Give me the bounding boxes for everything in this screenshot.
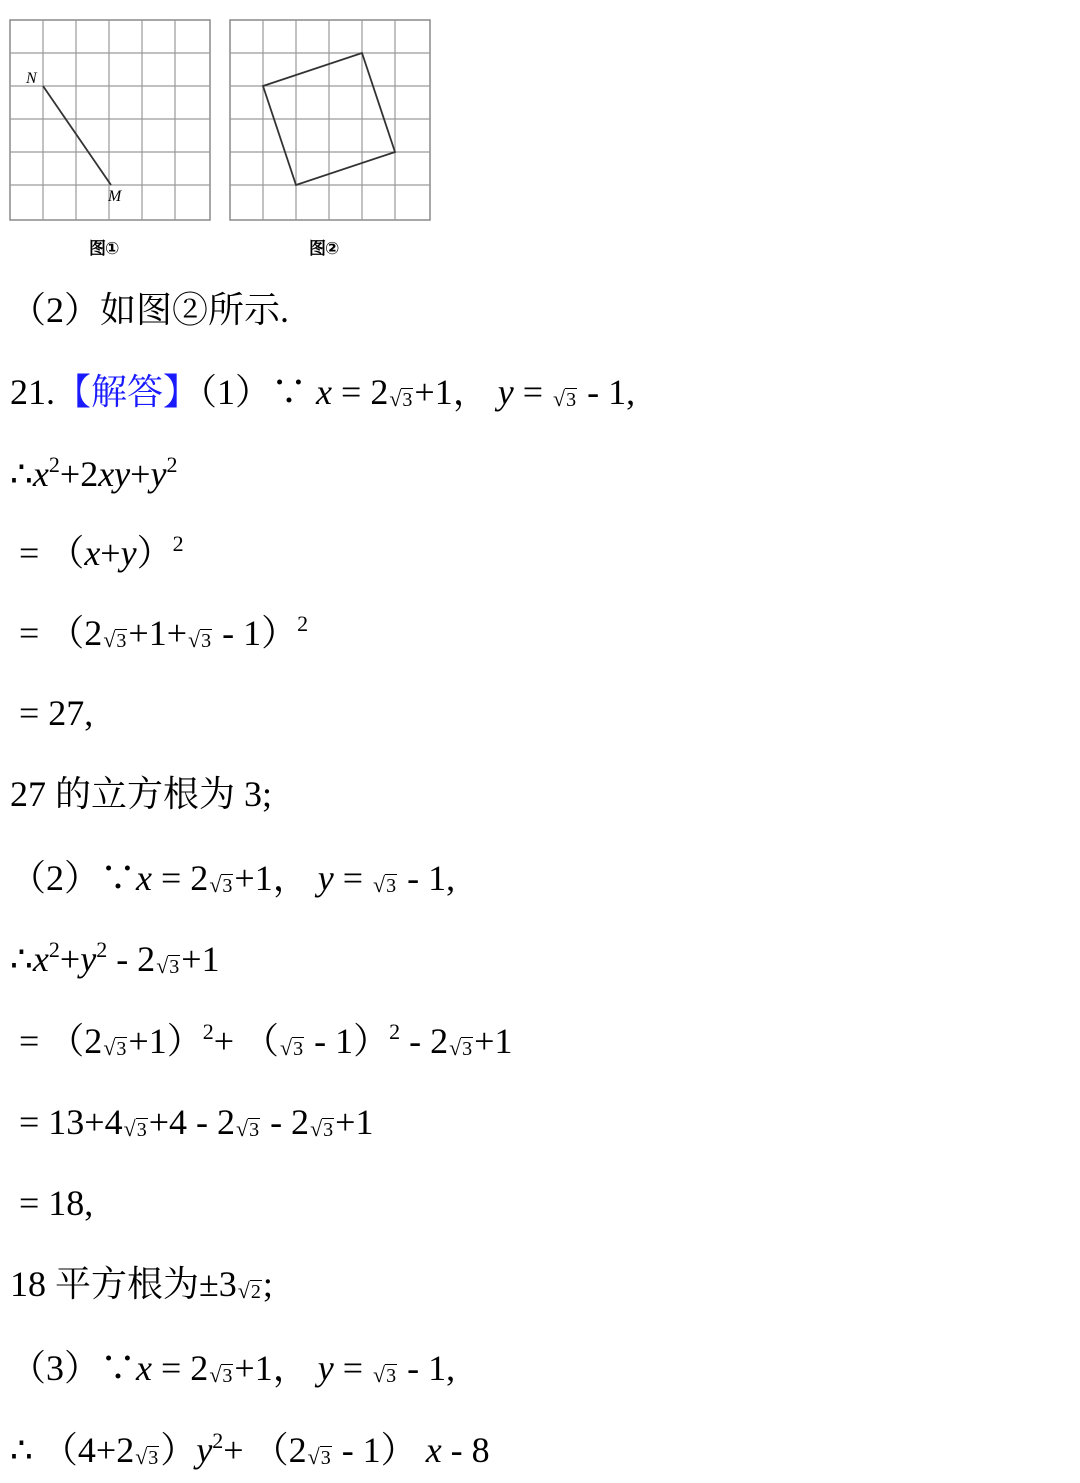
- line-expr-6: = $(2√3+1)^2+ (√3 - 1)^2 - 2√3+1$: [10, 1019, 513, 1061]
- grid-figure-1: [8, 18, 212, 222]
- line-part2-answer: （2）如图②所示.: [10, 290, 290, 330]
- label-m: M: [108, 188, 122, 205]
- line-expr-4: = 27,: [19, 693, 94, 733]
- line-expr-7: = 13+4√3+4 - 2√3 - 2√3+1: [10, 1102, 374, 1142]
- label-n: N: [26, 70, 37, 87]
- line-expr-1: $\therefore x^2+2xy+y^2$: [10, 452, 178, 494]
- line-expr-8: = 18,: [19, 1183, 94, 1223]
- answer-tag: 【解答】: [55, 372, 200, 412]
- line-expr-9: ∴ $(4+2√3)y^2+ (2√3 - 1)$ x - 8: [10, 1428, 490, 1470]
- line-cube-root: 27 的立方根为 3;: [10, 774, 273, 814]
- figure-2-caption: 图②: [309, 239, 339, 259]
- line-expr-5: $\therefore x^2+y^2 - 2√3+1$: [10, 937, 220, 979]
- line-part3-given: （3）∵x = 2√3+1， y = √3 - 1,: [10, 1348, 456, 1388]
- line-part2-given: （2）∵x = 2√3+1， y = √3 - 1,: [10, 858, 456, 898]
- line-q21-header: 21.【解答】（1）∵ x = 2√3+1， y = √3 - 1,: [10, 372, 636, 412]
- line-square-root: 18 平方根为±3√2;: [10, 1264, 273, 1304]
- grid-figure-2: [228, 18, 432, 222]
- figures-area: [0, 0, 1080, 265]
- line-expr-2: = $(x+y)^2$: [10, 531, 184, 573]
- figure-1-caption: 图①: [89, 239, 119, 259]
- question-number: 21.: [10, 372, 55, 412]
- line-expr-3: = $(2√3+1+√3 - 1)^2$: [10, 611, 309, 653]
